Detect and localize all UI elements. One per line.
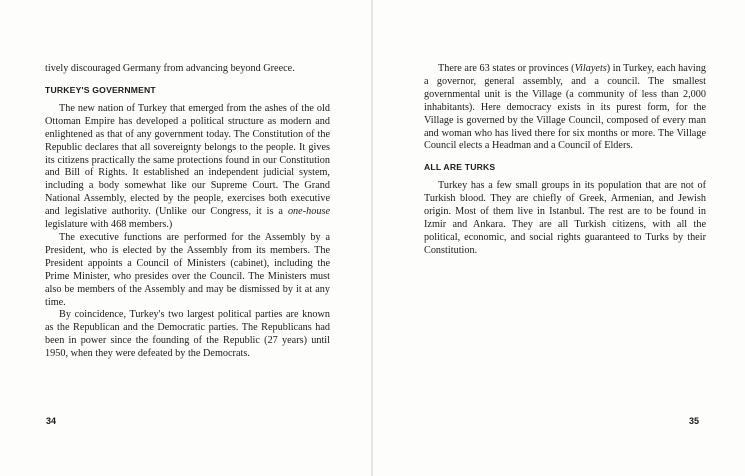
paragraph-text: ) in Turkey, each having a governor, general assembly, and a council. The smallest governmental unit is the Village (a community of less than 2,000 inhabitants). Here democracy exists in its purest form, for the Village is governed by the Village Council, composed of every man and woman who has lived there for six months or more. The Village Council elects a Headman and a Council of Elders. bbox=[424, 63, 706, 152]
paragraph-government-1 bbox=[45, 103, 330, 232]
paragraph-population: Turkey has a few small groups in its population that are not of Turkish blood. They are chiefly of Greek, Armenian, and Jewish origin. Most of them live in Istanbul. The rest are to be found in Izmir and Ankara. They are all Turkish citizens, with all the political, economic, and social rights guaranteed to Turks by their Constitution. bbox=[424, 180, 706, 256]
left-page bbox=[0, 0, 372, 476]
paragraph-text: There are 63 states or provinces ( bbox=[438, 63, 575, 74]
right-page bbox=[373, 0, 745, 476]
continuation-paragraph: tively discouraged Germany from advancing beyond Greece. bbox=[45, 63, 295, 74]
paragraph-government-2: The executive functions are performed for the Assembly by a President, who is elected by the Assembly from its members. The President appoints a Council of Ministers (cabinet), including the Prime Minister, who presides over the Council. The Ministers must also be members of the Assembly and may be dismissed by it at any time. bbox=[45, 231, 330, 308]
section-heading-turks: ALL ARE TURKS bbox=[424, 162, 496, 173]
page-number-right: 35 bbox=[688, 416, 699, 426]
paragraph-text: The new nation of Turkey that emerged from the ashes of the old Ottoman Empire has developed a political structure as modern and enlightened as that of any government today. The Constitution of the Republic declares that all sovereignty belongs to the people. It gives its citizens practically the same protections found in our Constitution and Bill of Rights. It established an independent judicial system, including a body somewhat like our Supreme Court. The Grand National Assembly, elected by the people, exercises both executive and legislative authority. (Unlike our Congress, it is a bbox=[45, 102, 330, 218]
emphasis-text: one-house bbox=[287, 206, 330, 218]
page-number-left: 34 bbox=[46, 416, 57, 426]
paragraph-text: legislature with 468 members.) bbox=[45, 219, 173, 231]
paragraph-provinces bbox=[424, 63, 706, 153]
paragraph-government-3: By coincidence, Turkey's two largest political parties are known as the Republican and the Democratic parties. The Republicans had been in power since the founding of the Republic (27 years) until 1950, when they were defeated by the Democrats. bbox=[45, 309, 330, 360]
right-text-column bbox=[424, 63, 706, 258]
left-text-column bbox=[45, 63, 330, 361]
emphasis-text: Vilayets bbox=[574, 63, 607, 74]
section-heading-government: TURKEY'S GOVERNMENT bbox=[45, 84, 156, 95]
